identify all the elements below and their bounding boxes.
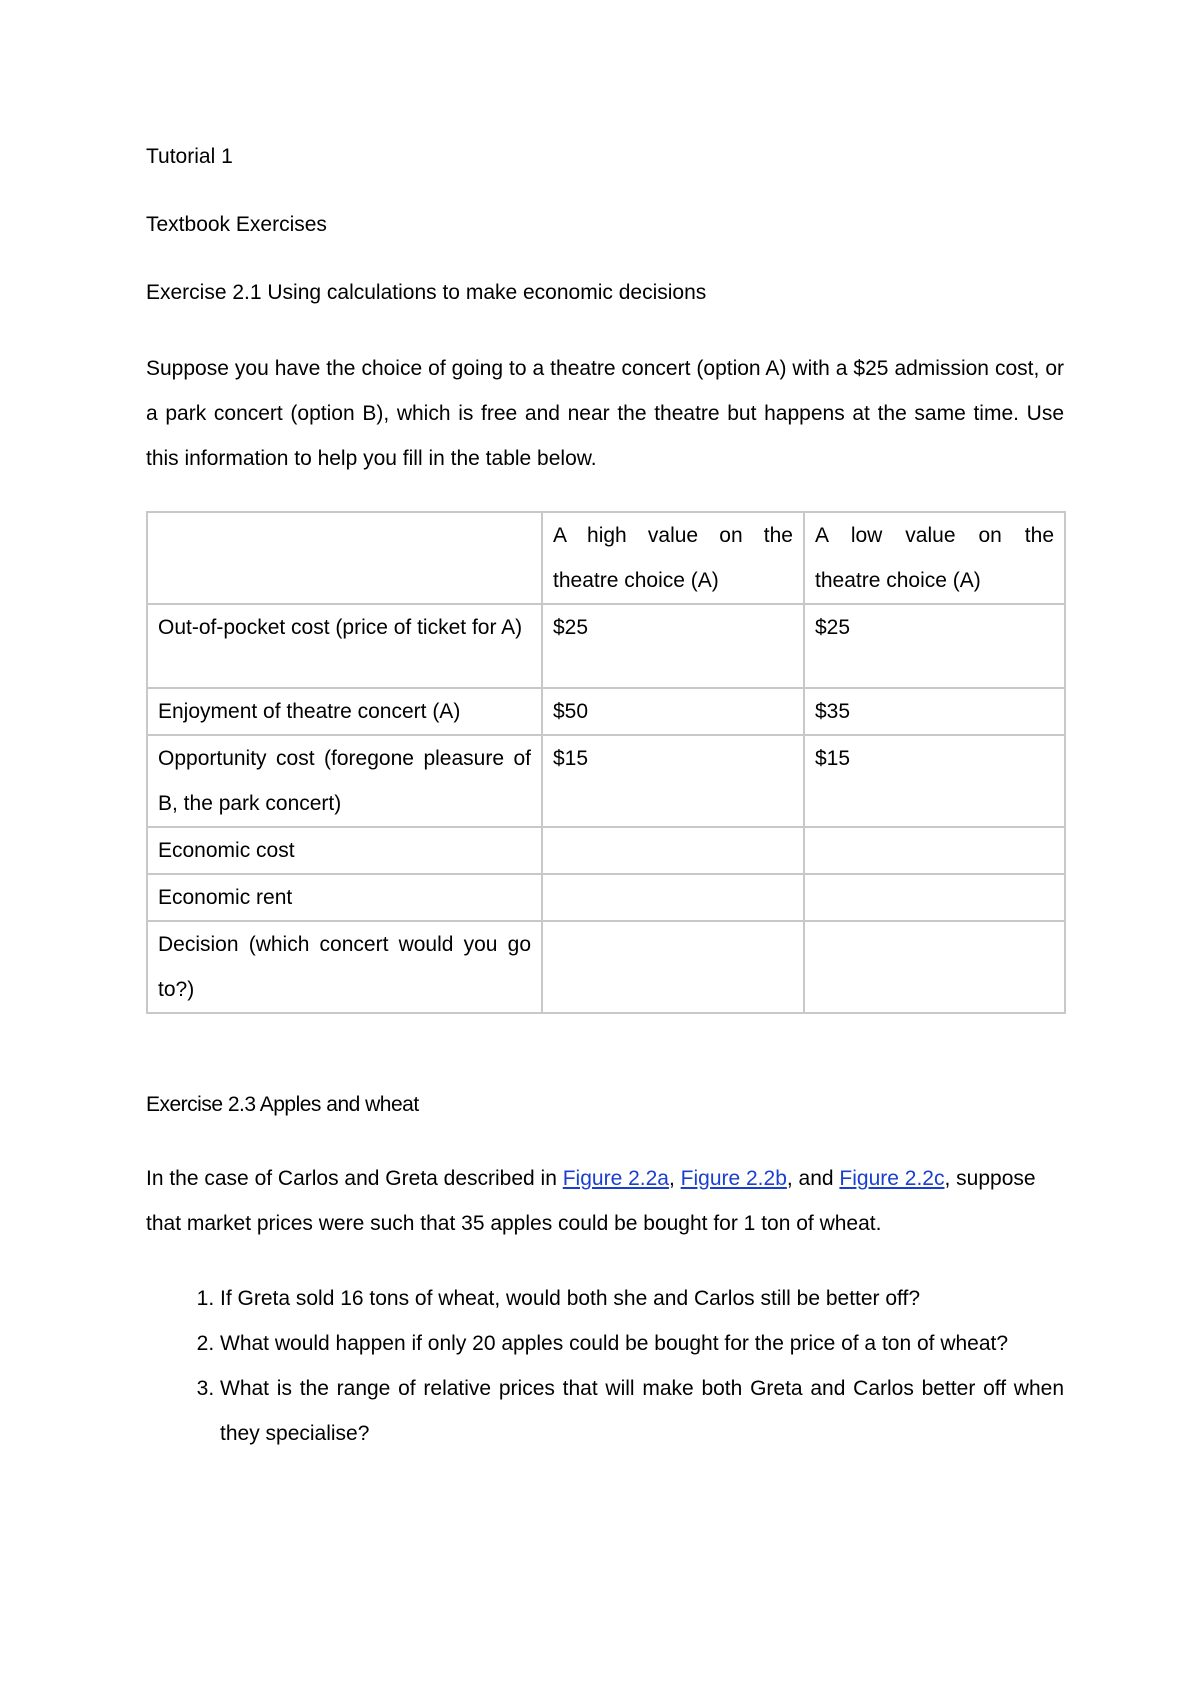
header-cell-high-value: A high value on the theatre choice (A) <box>542 512 804 604</box>
row-label: Opportunity cost (foregone pleasure of B, the park concert) <box>147 735 542 827</box>
header-cell-empty <box>147 512 542 604</box>
exercise-2-1-intro: Suppose you have the choice of going to a theatre concert (option A) with a $25 admission cost, or a park concert (option B), which is free and near the theatre but happens at the same time. Use this information to help you fill in the table below. <box>146 357 1064 470</box>
table-header-row <box>147 512 1065 604</box>
table-cell: $35 <box>804 688 1065 735</box>
row-label: Decision (which concert would you go to?) <box>147 921 542 1013</box>
table-cell <box>542 827 804 874</box>
table-row <box>147 604 1065 688</box>
table-row <box>147 827 1065 874</box>
intro-separator: , and <box>786 1167 840 1190</box>
table-cell <box>804 921 1065 1013</box>
exercise-2-3-intro <box>146 1156 1064 1246</box>
row-label: Economic rent <box>147 874 542 921</box>
intro-separator: , <box>668 1167 681 1190</box>
intro-text-start: In the case of Carlos and Greta described in <box>146 1167 563 1190</box>
table-cell <box>804 827 1065 874</box>
figure-2-2b-link[interactable]: Figure 2.2b <box>680 1167 787 1190</box>
table-cell <box>542 921 804 1013</box>
intro-text-end: , suppose that market prices were such that 35 apples could be bought for 1 ton of wheat. <box>146 1167 1036 1235</box>
row-label: Out-of-pocket cost (price of ticket for A) <box>147 604 542 688</box>
table-cell: $50 <box>542 688 804 735</box>
question-item-3: 3. What is the range of relative prices that will make both Greta and Carlos better off when they specialise? <box>220 1366 1064 1456</box>
figure-2-2c-link[interactable]: Figure 2.2c <box>839 1167 945 1190</box>
document-content <box>146 142 1064 1456</box>
table-row <box>147 874 1065 921</box>
question-list <box>146 1276 1064 1456</box>
decision-table <box>146 511 1066 1014</box>
row-label: Enjoyment of theatre concert (A) <box>147 688 542 735</box>
tutorial-title: Tutorial 1 <box>146 145 233 168</box>
table-row <box>147 688 1065 735</box>
exercise-2-3-title: Exercise 2.3 Apples and wheat <box>146 1093 419 1116</box>
header-cell-low-value: A low value on the theatre choice (A) <box>804 512 1065 604</box>
table-cell <box>542 874 804 921</box>
exercise-2-1-title: Exercise 2.1 Using calculations to make economic decisions <box>146 281 707 304</box>
table-row <box>147 921 1065 1013</box>
table-cell: $25 <box>804 604 1065 688</box>
figure-2-2a-link[interactable]: Figure 2.2a <box>562 1167 669 1190</box>
table-cell: $15 <box>804 735 1065 827</box>
row-label: Economic cost <box>147 827 542 874</box>
table-cell: $25 <box>542 604 804 688</box>
table-row <box>147 735 1065 827</box>
table-cell <box>804 874 1065 921</box>
question-item-1: 1. If Greta sold 16 tons of wheat, would both she and Carlos still be better off? <box>220 1276 1064 1321</box>
table-cell: $15 <box>542 735 804 827</box>
question-item-2: 2. What would happen if only 20 apples could be bought for the price of a ton of wheat? <box>220 1321 1064 1366</box>
textbook-exercises-heading: Textbook Exercises <box>146 213 327 236</box>
